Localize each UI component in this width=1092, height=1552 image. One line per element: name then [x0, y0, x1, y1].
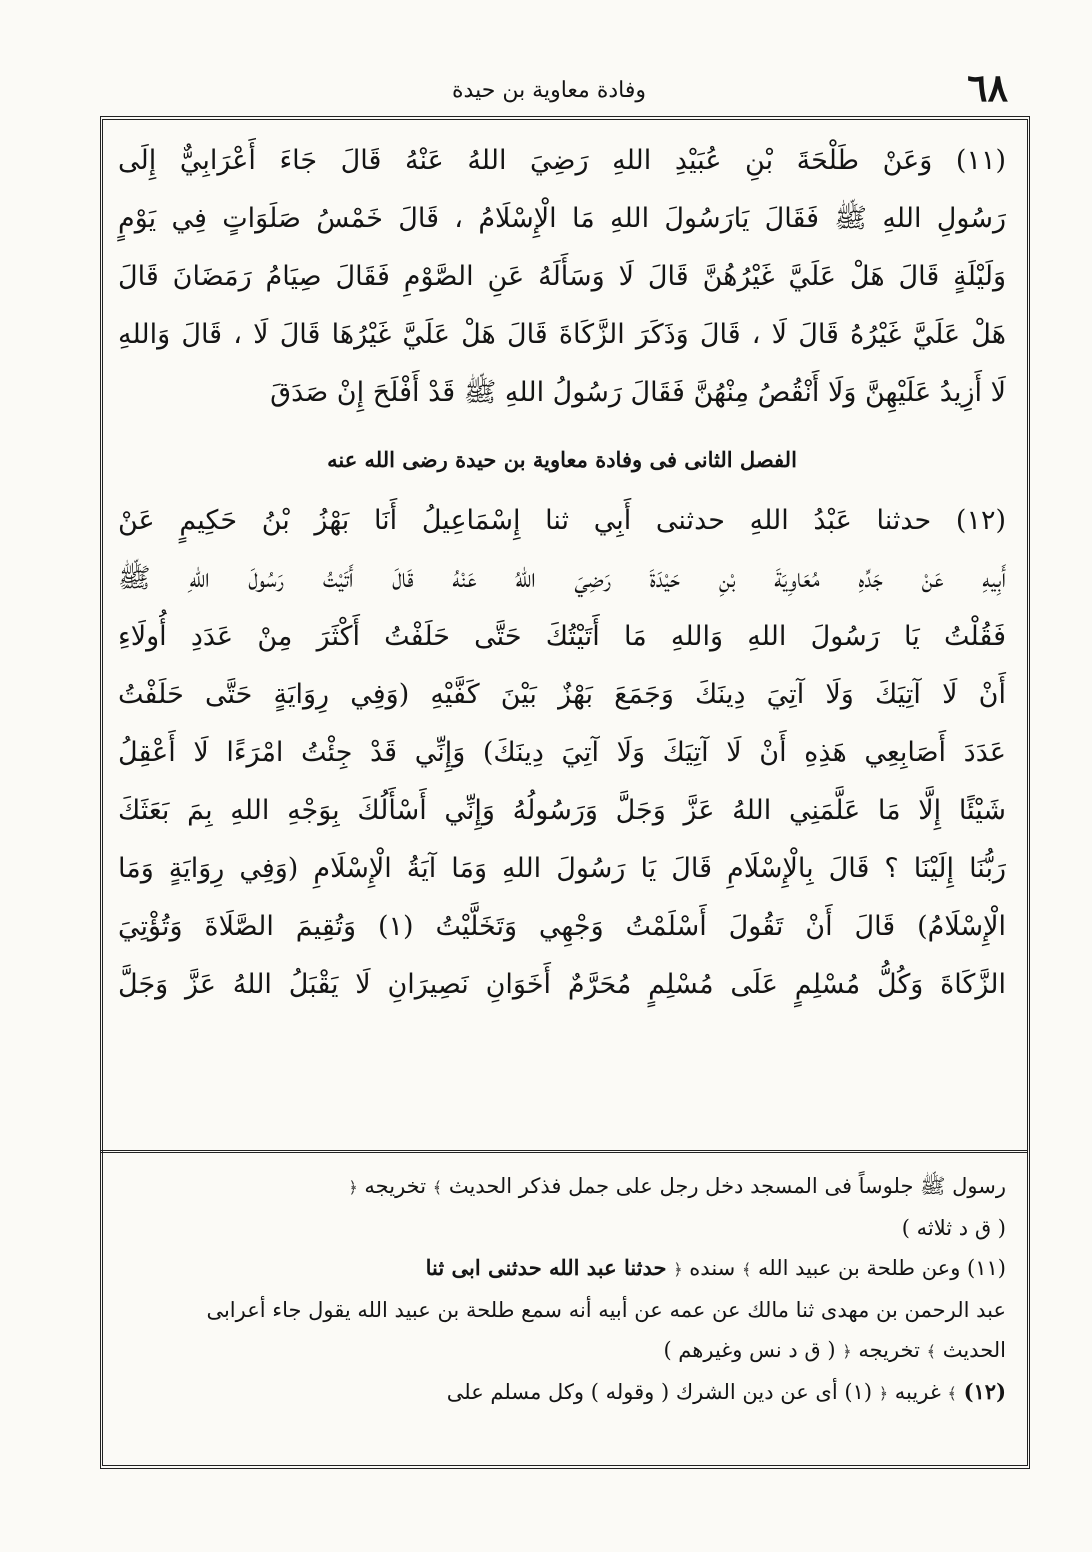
- ornament-left-icon: ﴿: [348, 1178, 358, 1197]
- hadith-11-line: (١١) وَعَنْ طَلْحَةَ بْنِ عُبَيْدِ اللهِ رَضِيَ اللهُ عَنْهُ قَالَ جَاءَ أَعْرَابِيٌّ إِلَى: [118, 145, 1006, 176]
- hadith-11-line: وَلَيْلَةٍ قَالَ هَلْ عَلَيَّ غَيْرُهُنَّ قَالَ لَا وَسَأَلَهُ عَنِ الصَّوْمِ فَقَالَ صِيَامُ رَمَضَانَ قَالَ: [118, 261, 1006, 292]
- hadith-12-line: الزَّكَاةَ وَكُلُّ مُسْلِمٍ عَلَى مُسْلِمٍ مُحَرَّمٌ أَخَوَانِ نَصِيرَانِ لَا يَقْبَلُ اللهُ عَزَّ وَجَلَّ: [118, 969, 1006, 1000]
- hadith-12-line: فَقُلْتُ يَا رَسُولَ اللهِ وَاللهِ مَا أَتَيْتُكَ حَتَّى حَلَفْتُ أَكْثَرَ مِنْ عَدَدِ أُولَاءِ: [118, 621, 1006, 652]
- main-text: [118, 132, 1006, 1014]
- section-heading: الفصل الثانى فى وفادة معاوية بن حيدة رضى الله عنه: [327, 447, 797, 472]
- footnotes: [118, 1166, 1006, 1414]
- hadith-12-line: أَنْ لَا آتِيَكَ وَلَا آتِيَ دِينَكَ وَجَمَعَ بَهْزٌ بَيْنَ كَفَّيْهِ (وَفِي رِوَايَةٍ حَتَّى حَلَفْتُ: [118, 679, 1006, 710]
- ornament-right-icon: ﴾: [947, 1384, 957, 1403]
- footnote-text: رسول ﷺ جلوساً فى المسجد دخل رجل على جمل فذكر الحديث: [448, 1174, 1006, 1198]
- footnote-line: [118, 1330, 1006, 1372]
- hadith-12-line: (١٢) حدثنا عَبْدُ اللهِ حدثنى أَبِي ثنا إِسْمَاعِيلُ أَنَا بَهْزُ بْنُ حَكِيمٍ عَنْ: [118, 505, 1006, 536]
- footnote-line: [118, 1248, 1006, 1290]
- footnote-marker: سنده: [689, 1256, 736, 1280]
- ornament-right-icon: ﴾: [432, 1178, 443, 1197]
- footnote-number: (١٢): [963, 1379, 1006, 1404]
- running-title: وفادة معاوية بن حيدة: [452, 78, 646, 103]
- hadith-12-line: شَيْئًا إِلَّا مَا عَلَّمَنِي اللهُ عَزَّ وَجَلَّ وَرَسُولُهُ وَإِنِّي أَسْأَلُكَ بِوَجْهِ اللهِ بِمَ بَعَثَكَ: [118, 795, 1006, 826]
- ornament-left-icon: ﴿: [878, 1384, 889, 1403]
- ornament-left-icon: ﴿: [842, 1342, 852, 1361]
- footnote-line: [118, 1290, 1006, 1330]
- footnote-text: حدثنا عبد الله حدثنى ابى ثنا: [425, 1255, 667, 1280]
- footnote-marker: تخريجه: [364, 1174, 427, 1198]
- ornament-right-icon: ﴾: [926, 1342, 937, 1361]
- footnote-line: [118, 1372, 1006, 1414]
- ornament-left-icon: ﴿: [673, 1260, 683, 1279]
- footnote-text: الحديث: [942, 1338, 1006, 1362]
- footnote-line: [118, 1166, 1006, 1208]
- footnote-text: ( ق د ثلاثه ): [901, 1216, 1006, 1240]
- footnote-divider: [100, 1150, 1027, 1153]
- footnote-text: (١١) وعن طلحة بن عبيد الله: [758, 1256, 1006, 1280]
- footnote-text: (١) أى عن دين الشرك ( وقوله ) وكل مسلم على: [446, 1380, 873, 1404]
- footnote-line: [118, 1208, 1006, 1248]
- footnote-marker: غريبه: [894, 1380, 941, 1404]
- hadith-12-line: عَدَدَ أَصَابِعِي هَذِهِ أَنْ لَا آتِيَكَ وَلَا آتِيَ دِينَكَ) وَإِنِّي قَدْ جِئْتُ امْرَءًا لَا أَعْقِلُ: [118, 737, 1006, 768]
- footnote-text: ( ق د نس وغيرهم ): [663, 1338, 836, 1362]
- footnote-marker: تخريجه: [858, 1338, 920, 1362]
- ornament-right-icon: ﴾: [741, 1260, 752, 1279]
- hadith-11-line: هَلْ عَلَيَّ غَيْرُهُ قَالَ لَا ، قَالَ وَذَكَرَ الزَّكَاةَ قَالَ هَلْ عَلَيَّ غَيْرُهَا قَالَ لَا ، قَالَ وَاللهِ: [118, 319, 1006, 350]
- hadith-12-line: أَبِيهِ عَنْ جَدِّهِ مُعَاوِيَةَ بْنِ حَيْدَةَ رَضِيَ اللهُ عَنْهُ قَالَ أَتَيْتُ رَسُولَ اللهِ ﷺ: [118, 563, 1006, 594]
- hadith-11-line: رَسُولِ اللهِ ﷺ فَقَالَ يَارَسُولَ اللهِ مَا الْإِسْلَامُ ، قَالَ خَمْسُ صَلَوَاتٍ فِي يَوْمٍ: [118, 203, 1006, 234]
- hadith-12-line: رَبُّنَا إِلَيْنَا ؟ قَالَ بِالْإِسْلَامِ قَالَ يَا رَسُولَ اللهِ وَمَا آيَةُ الْإِسْلَامِ (وَفِي رِوَايَةٍ وَمَا: [118, 853, 1006, 884]
- page-number: ٦٨: [967, 65, 1008, 110]
- hadith-11-line: لَا أَزِيدُ عَلَيْهِنَّ وَلَا أَنْقُصُ مِنْهُنَّ فَقَالَ رَسُولُ اللهِ ﷺ قَدْ أَفْلَحَ إِنْ صَدَقَ: [270, 377, 1006, 408]
- page-header: [96, 66, 1026, 116]
- hadith-12-line: الْإِسْلَامُ) قَالَ أَنْ تَقُولَ أَسْلَمْتُ وَجْهِي وَتَخَلَّيْتُ (١) وَتُقِيمَ الصَّلَاةَ وَتُؤْتِيَ: [118, 911, 1007, 942]
- footnote-text: عبد الرحمن بن مهدى ثنا مالك عن عمه عن أبيه أنه سمع طلحة بن عبيد الله يقول جاء أعرابى: [206, 1298, 1006, 1322]
